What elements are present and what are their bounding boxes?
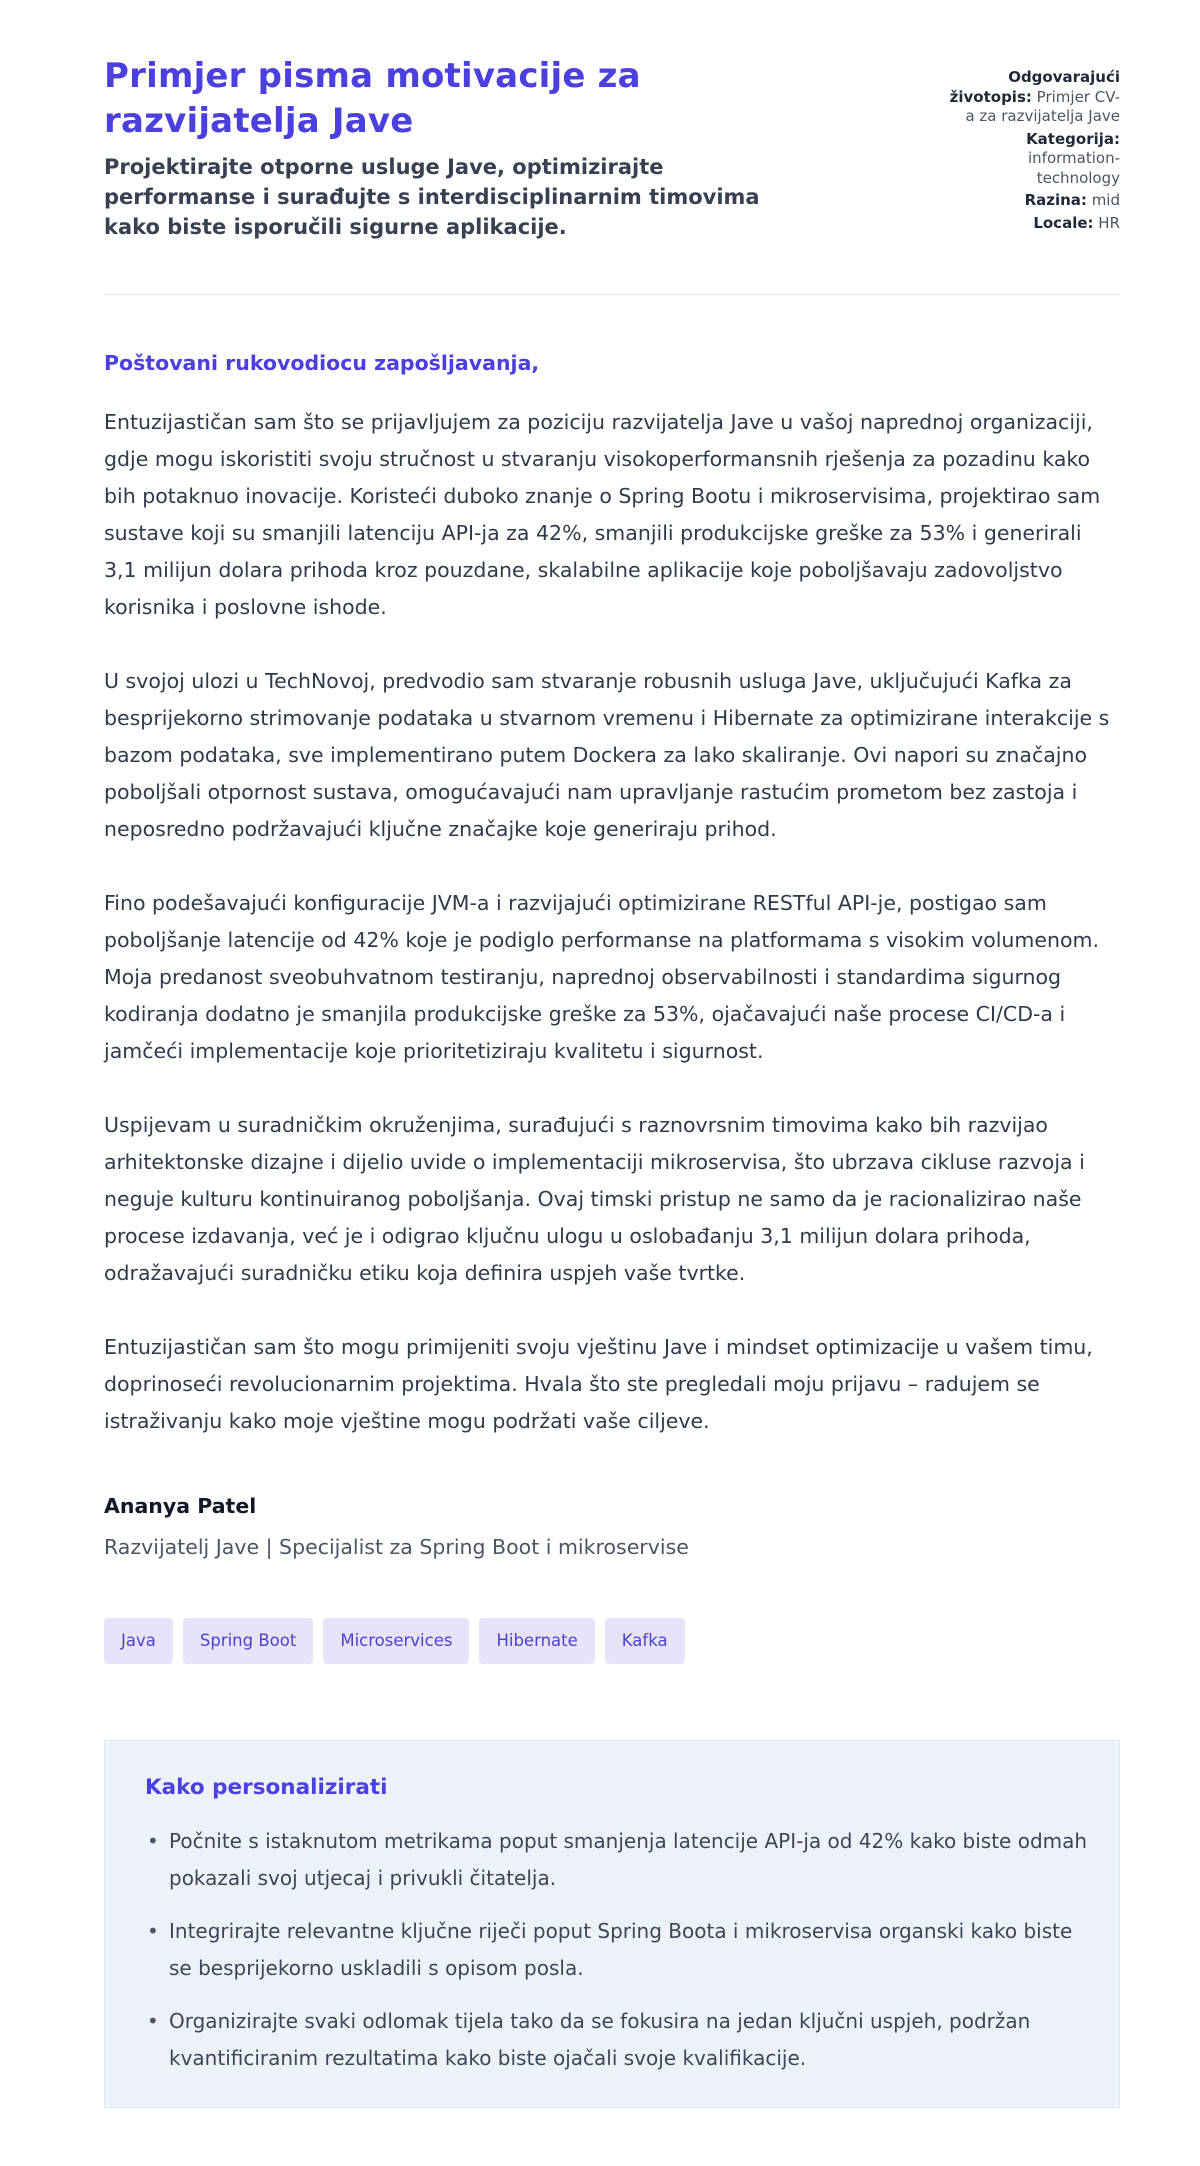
letter-paragraph: Entuzijastičan sam što mogu primijeniti svoju vještinu Jave i mindset optimizacije u vašem timu, doprinoseći revolucionarnim projektima. Hvala što ste pregledali moju prijavu – radujem se istraživanju kako moje vještine mogu podržati vaše ciljeve. [104, 1335, 1093, 1433]
skill-tag-microservices: Microservices [323, 1618, 469, 1664]
page-header [104, 54, 1120, 242]
page-title: Primjer pisma motivacije za razvijatelja Jave [104, 56, 641, 141]
meta-locale [948, 214, 1120, 234]
meta-label: Odgovarajući životopis: [949, 68, 1120, 106]
letter-paragraph: Uspijevam u suradničkim okruženjima, surađujući s raznovrsnim timovima kako bih razvijao arhitektonske dizajne i dijelio uvide o implementaciji mikroservisa, što ubrzava cikluse razvoja i neguje kulturu kontinuiranog poboljšanja. Ovaj timski pristup ne samo da je racionalizirao naše procese izdavanja, već je i odigrao ključnu ulogu u oslobađanju 3,1 milijun dolara prihoda, odražavajući suradničku etiku koja definira uspjeh vaše tvrtke. [104, 1113, 1085, 1285]
personalization-tips-box [104, 1740, 1120, 2108]
meta-value: mid [1091, 191, 1120, 209]
tip-item: • Integrirajte relevantne ključne riječi poput Spring Boota i mikroservisa organski kako biste se besprijekorno uskladili s opisom posla. [145, 1913, 1089, 1987]
letter-greeting: Poštovani rukovodiocu zapošljavanja, [104, 351, 540, 375]
meta-value: information-technology [1028, 149, 1120, 187]
meta-label: Razina: [1024, 191, 1087, 209]
tip-item: • Organizirajte svaki odlomak tijela tako da se fokusira na jedan ključni uspjeh, podržan kvantificiranim rezultatima kako biste ojačali svoje kvalifikacije. [145, 2003, 1089, 2077]
tips-heading: Kako personalizirati [145, 1775, 388, 1800]
tip-item: • Počnite s istaknutom metrikama poput smanjenja latencije API-ja od 42% kako biste odmah pokazali svoj utjecaj i privukli čitatelja. [145, 1823, 1089, 1897]
letter-paragraph: Entuzijastičan sam što se prijavljujem za poziciju razvijatelja Jave u vašoj naprednoj organizaciji, gdje mogu iskoristiti svoju stručnost u stvaranju visokoperformansnih rješenja za pozadinu kako bih potaknuo inovacije. Koristeći duboko znanje o Spring Bootu i mikroservisima, projektirao sam sustave koji su smanjili latenciju API-ja za 42%, smanjili produkcijske greške za 53% i generirali 3,1 milijun dolara prihoda kroz pouzdane, skalabilne aplikacije koje poboljšavaju zadovoljstvo korisnika i poslovne ishode. [104, 410, 1101, 619]
tips-list [145, 1823, 1089, 2077]
signature-role: Razvijatelj Jave | Specijalist za Spring Boot i mikroservise [104, 1535, 689, 1559]
skill-tag-spring-boot: Spring Boot [183, 1618, 313, 1664]
skill-tags [104, 1618, 1120, 1664]
skill-tag-kafka: Kafka [605, 1618, 685, 1664]
signature-name: Ananya Patel [104, 1494, 257, 1518]
meta-matching-resume [948, 68, 1120, 127]
meta-level [948, 191, 1120, 211]
meta-value: HR [1098, 213, 1120, 232]
meta-value: Primjer CV-a za razvijatelja Jave [965, 87, 1120, 125]
skill-tag-java: Java [104, 1618, 173, 1664]
meta-label: Locale: [1033, 213, 1094, 232]
meta-label: Kategorija: [1026, 129, 1120, 148]
meta-panel [948, 68, 1120, 236]
page-subtitle: Projektirajte otporne usluge Jave, optimizirajte performanse i surađujte s interdisciplinarnim timovima kako biste isporučili sigurne aplikacije. [104, 155, 760, 239]
letter-paragraph: Fino podešavajući konfiguracije JVM-a i razvijajući optimizirane RESTful API-je, postigao sam poboljšanje latencije od 42% koje je podiglo performanse na platformama s visokim volumenom. Moja predanost sveobuhvatnom testiranju, naprednoj observabilnosti i standardima sigurnog kodiranja dodatno je smanjila produkcijske greške za 53%, ojačavajući naše procese CI/CD-a i jamčeći implementacije koje prioritetiziraju kvalitetu i sigurnost. [104, 891, 1100, 1063]
letter-paragraph: U svojoj ulozi u TechNovoj, predvodio sam stvaranje robusnih usluga Jave, uključujući Kafka za besprijekorno strimovanje podataka u stvarnom vremenu i Hibernate za optimizirane interakcije s bazom podataka, sve implementirano putem Dockera za lako skaliranje. Ovi napori su značajno poboljšali otpornost sustava, omogućavajući nam upravljanje rastućim prometom bez zastoja i neposredno podržavajući ključne značajke koje generiraju prihod. [104, 669, 1110, 841]
cover-letter-page [104, 0, 1120, 2108]
skill-tag-hibernate: Hibernate [479, 1618, 594, 1664]
header-divider [104, 294, 1120, 295]
meta-category [948, 130, 1120, 189]
title-block [104, 54, 948, 242]
letter-body [104, 349, 1120, 2108]
